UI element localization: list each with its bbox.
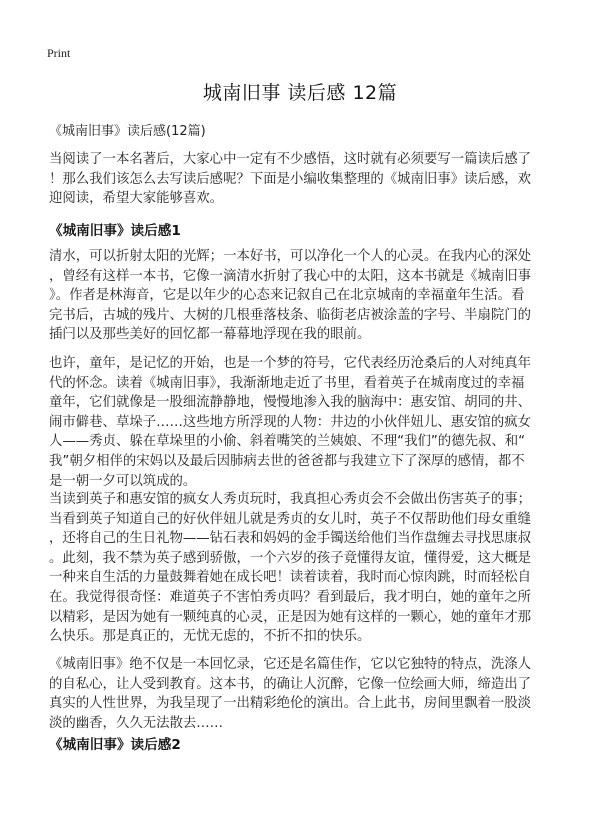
section-heading-2: 《城南旧事》读后感2 <box>49 737 181 753</box>
text-line: 当读到英子和惠安馆的疯女人秀贞玩时，我真担心秀贞会不会做出伤害英子的事； <box>49 492 532 507</box>
text-line: 当阅读了一本名著后，大家心中一定有不少感悟，这时就有必须要写一篇读后感了 <box>49 152 532 167</box>
text-line: 童年，它们就像是一股细流静静地，慢慢地渗入我的脑海中：惠安馆、胡同的井、 <box>49 395 532 411</box>
text-line: 插闩以及那些美好的回忆都一幕幕地浮现在我的眼前。 <box>49 327 371 343</box>
text-line: 《城南旧事》绝不仅是一本回忆录，它还是名篇佳作，它以它独特的特点，洗涤人 <box>49 657 532 672</box>
text-line: ！那么我们该怎么去写读后感呢？下面是小编收集整理的《城南旧事》读后感，欢 <box>49 171 532 187</box>
text-line: 。此刻，我不禁为英子感到骄傲，一个六岁的孩子竟懂得友谊，懂得爱，这大概是 <box>49 550 532 566</box>
text-line: 当看到英子知道自己的好伙伴妞儿就是秀贞的女儿时，英子不仅帮助他们母女重缝 <box>49 511 532 527</box>
text-line: 淡的幽香，久久无法散去…… <box>49 715 224 731</box>
page-title: 城南旧事 读后感 12篇 <box>202 82 398 104</box>
text-line: 在。我觉得很奇怪：难道英子不害怕秀贞吗？看到最后，我才明白，她的童年之所 <box>49 589 532 605</box>
paragraph <box>49 490 559 647</box>
text-line: 是一朝一夕可以筑成的。 <box>49 473 197 489</box>
text-line: 我”朝夕相伴的宋妈以及最后因肺病去世的爸爸都与我建立下了深厚的感情，都不 <box>49 453 525 469</box>
text-line: 也许，童年，是记忆的开始，也是一个梦的符号，它代表经历沧桑后的人对纯真年 <box>49 356 532 371</box>
text-line: 代的怀念。读着《城南旧事》，我渐渐地走近了书里，看着英子在城南度过的幸福 <box>49 375 525 391</box>
text-line: 以精彩，是因为她有一颗纯真的心灵，正是因为她有这样的一颗心，她的童年才那 <box>49 609 532 625</box>
print-label: Print <box>47 46 71 60</box>
text-line: 人——秀贞、躲在草垛里的小偷、斜着嘴笑的兰姨娘、不理“我们”的德先叔、和“ <box>49 434 526 450</box>
paragraph <box>49 354 559 491</box>
paragraph <box>49 655 559 733</box>
text-line: 一种来自生活的力量鼓舞着她在成长吧！读着读着，我时而心惊肉跳，时而轻松自 <box>49 570 532 586</box>
text-line: 么快乐。那是真正的，无忧无虑的，不折不扣的快乐。 <box>49 629 371 645</box>
paragraph <box>49 247 559 345</box>
text-line: 完书后，古城的残片、大树的几根垂落枝条、临街老店被涂盖的字号、半扇院门的 <box>49 307 532 323</box>
page-subtitle: 《城南旧事》读后感(12篇) <box>49 124 206 139</box>
intro-paragraph <box>49 150 559 209</box>
section-heading-1: 《城南旧事》读后感1 <box>49 223 181 239</box>
text-line: 的自私心，让人受到教育。这本书，的确让人沉醉，它像一位绘画大师，缔造出了 <box>49 676 532 692</box>
text-line: 》。作者是林海音，它是以年少的心态来记叙自己在北京城南的幸福童年生活。看 <box>49 288 525 304</box>
text-line: 清水，可以折射太阳的光辉；一本好书，可以净化一个人的心灵。在我内心的深处 <box>49 249 532 264</box>
text-line: 闹市僻巷、草垛子……这些地方所浮现的人物：井边的小伙伴妞儿、惠安馆的疯女 <box>49 414 532 430</box>
text-line: 迎阅读，希望大家能够喜欢。 <box>49 191 224 207</box>
text-line: ，还将自己的生日礼物——钻石表和妈妈的金手镯送给他们当作盘缠去寻找思康叔 <box>49 531 532 547</box>
text-line: ，曾经有这样一本书，它像一滴清水折射了我心中的太阳，这本书就是《城南旧事 <box>49 268 532 284</box>
text-line: 真实的人性世界，为我呈现了一出精彩绝伦的演出。合上此书，房间里飘着一股淡 <box>49 696 532 712</box>
